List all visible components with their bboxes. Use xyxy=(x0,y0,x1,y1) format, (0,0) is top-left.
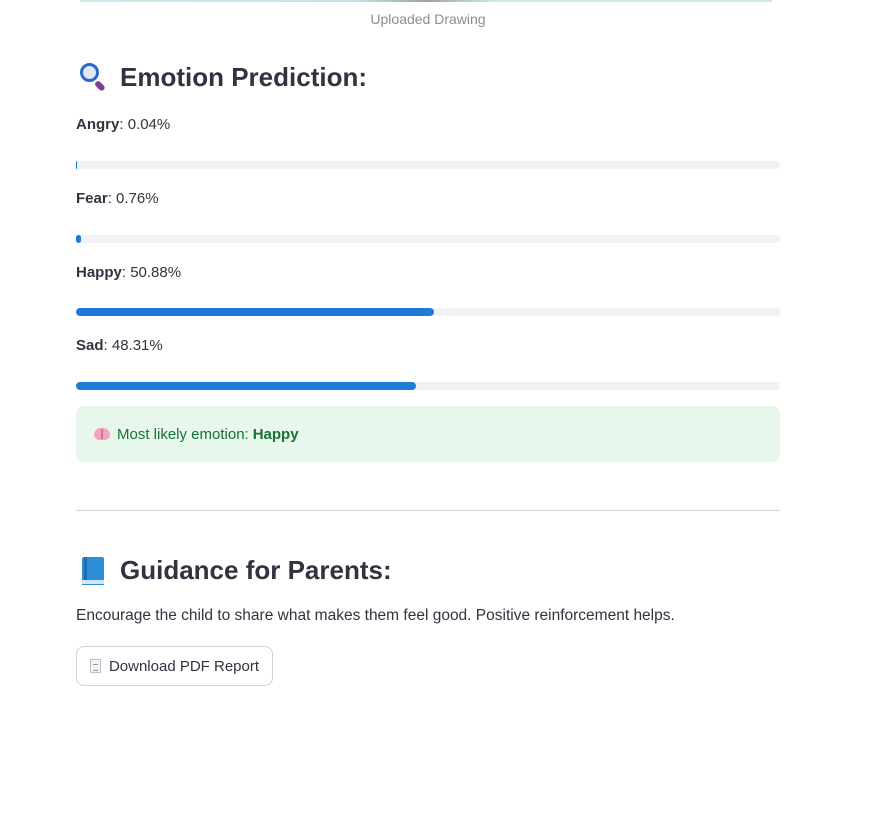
progress-fill-fear xyxy=(76,235,81,243)
progress-bar-sad xyxy=(76,382,780,390)
section-divider xyxy=(76,510,780,511)
emotion-row-sad: Sad: 48.31% xyxy=(76,337,163,354)
progress-fill-happy xyxy=(76,308,434,316)
emotion-row-happy: Happy: 50.88% xyxy=(76,264,182,281)
brain-icon xyxy=(94,427,110,441)
blue-book-icon xyxy=(76,553,110,587)
emotion-name: Sad xyxy=(76,337,104,354)
emotion-prediction-heading xyxy=(76,60,367,94)
magnifying-glass-icon xyxy=(76,60,110,94)
guidance-heading xyxy=(76,553,392,587)
progress-fill-sad xyxy=(76,382,416,390)
image-caption: Uploaded Drawing xyxy=(370,11,486,27)
emotion-row-angry: Angry: 0.04% xyxy=(76,116,171,133)
progress-bar-happy xyxy=(76,308,780,316)
emotion-name: Angry xyxy=(76,116,120,133)
guidance-title: Guidance for Parents: xyxy=(120,554,392,585)
emotion-row-fear: Fear: 0.76% xyxy=(76,190,159,207)
emotion-percent: 0.76% xyxy=(116,190,159,207)
emotion-percent: 50.88% xyxy=(130,264,182,281)
emotion-percent: 48.31% xyxy=(111,337,163,354)
download-pdf-label: Download PDF Report xyxy=(108,657,260,675)
emotion-percent: 0.04% xyxy=(127,116,171,133)
uploaded-drawing-image-edge xyxy=(80,0,772,2)
most-likely-value: Happy xyxy=(252,425,299,443)
progress-bar-fear xyxy=(76,235,780,243)
page-icon xyxy=(90,659,101,673)
download-pdf-button[interactable] xyxy=(76,646,273,686)
most-likely-emotion-alert xyxy=(76,406,780,462)
emotion-prediction-title: Emotion Prediction: xyxy=(120,61,367,92)
guidance-text: Encourage the child to share what makes them feel good. Positive reinforcement helps. xyxy=(76,607,675,624)
emotion-name: Happy xyxy=(76,264,122,281)
emotion-name: Fear xyxy=(76,190,108,207)
progress-bar-angry xyxy=(76,161,780,169)
most-likely-label: Most likely emotion: xyxy=(117,425,249,443)
